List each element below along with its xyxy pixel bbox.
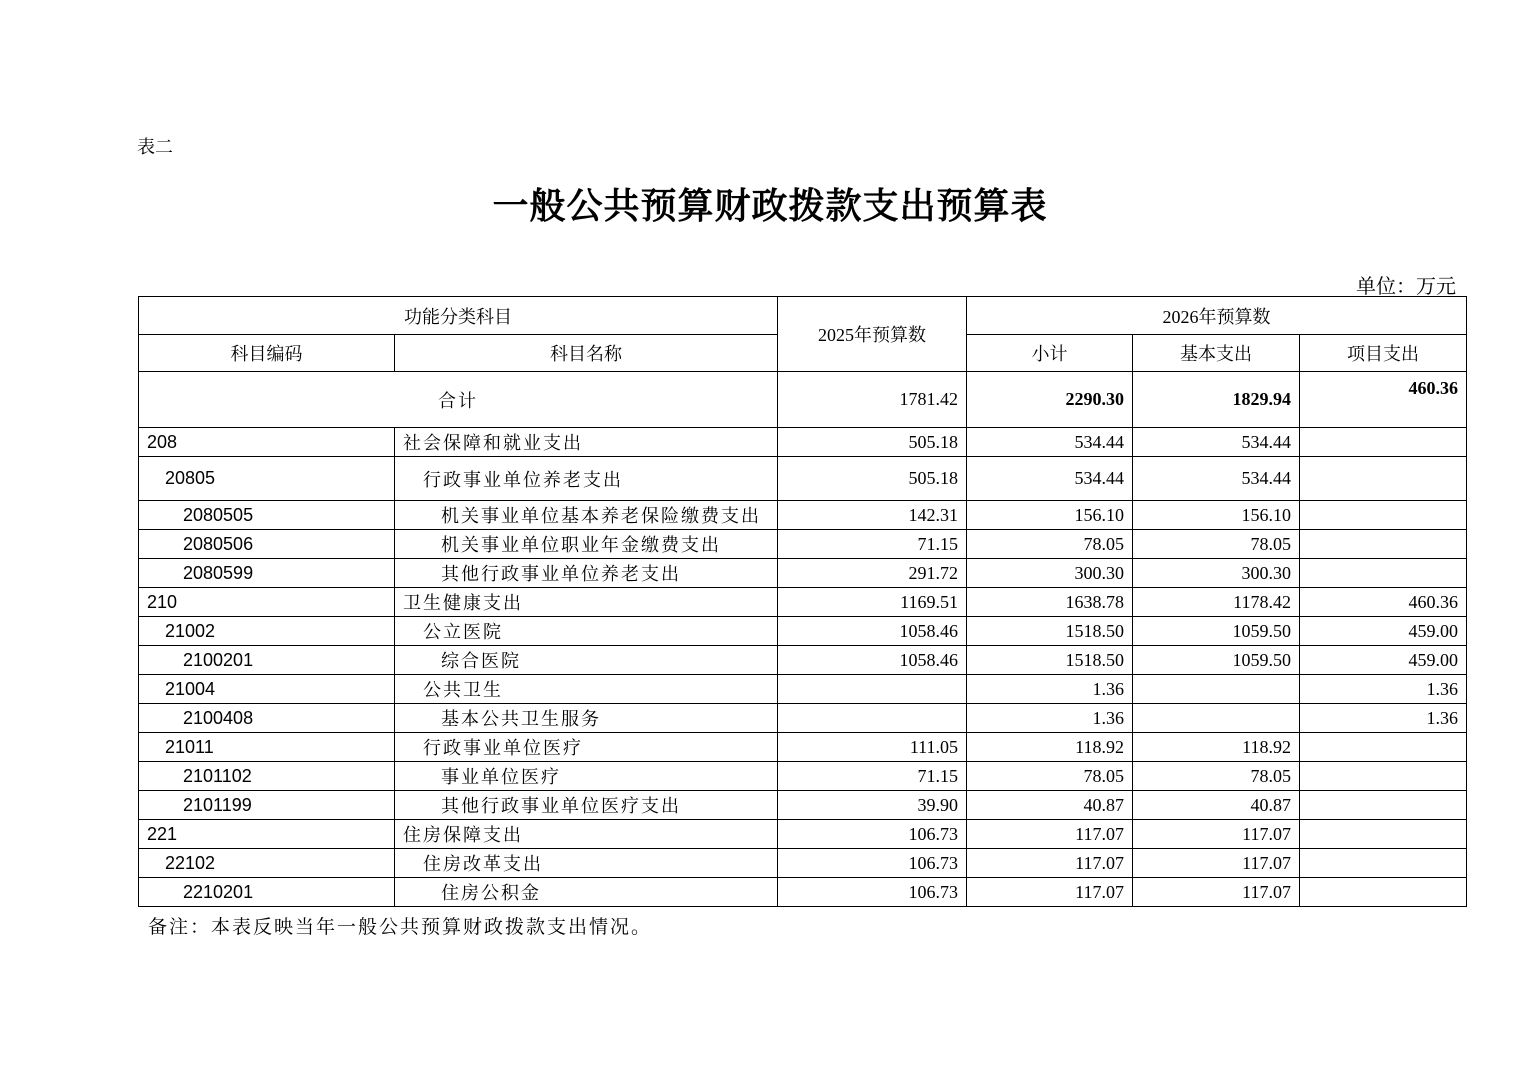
row-code: 2101199	[139, 791, 395, 820]
row-project	[1300, 733, 1467, 762]
row-project: 459.00	[1300, 646, 1467, 675]
row-budget-2025	[778, 675, 967, 704]
row-name: 公立医院	[395, 617, 778, 646]
total-label: 合计	[139, 372, 778, 428]
row-budget-2025: 1169.51	[778, 588, 967, 617]
row-code: 21011	[139, 733, 395, 762]
table-row	[139, 820, 1467, 849]
row-code: 21002	[139, 617, 395, 646]
row-budget-2025: 39.90	[778, 791, 967, 820]
header-project: 项目支出	[1300, 335, 1467, 372]
table-row	[139, 849, 1467, 878]
row-subtotal: 1.36	[967, 704, 1133, 733]
row-subtotal: 118.92	[967, 733, 1133, 762]
row-code: 22102	[139, 849, 395, 878]
row-project	[1300, 820, 1467, 849]
row-name: 住房改革支出	[395, 849, 778, 878]
footnote: 备注：本表反映当年一般公共预算财政拨款支出情况。	[148, 917, 653, 938]
row-subtotal: 534.44	[967, 457, 1133, 501]
row-project: 460.36	[1300, 588, 1467, 617]
row-code: 21004	[139, 675, 395, 704]
row-basic: 1178.42	[1133, 588, 1300, 617]
total-subtotal: 2290.30	[967, 372, 1133, 428]
row-basic: 534.44	[1133, 428, 1300, 457]
row-code: 20805	[139, 457, 395, 501]
header-budget-2026: 2026年预算数	[967, 297, 1467, 335]
row-budget-2025: 71.15	[778, 762, 967, 791]
row-subtotal: 1638.78	[967, 588, 1133, 617]
row-basic: 300.30	[1133, 559, 1300, 588]
row-basic: 78.05	[1133, 530, 1300, 559]
total-basic: 1829.94	[1133, 372, 1300, 428]
row-project: 1.36	[1300, 704, 1467, 733]
table-row	[139, 646, 1467, 675]
row-name: 机关事业单位职业年金缴费支出	[395, 530, 778, 559]
row-name: 卫生健康支出	[395, 588, 778, 617]
row-name: 综合医院	[395, 646, 778, 675]
row-basic	[1133, 675, 1300, 704]
row-subtotal: 1518.50	[967, 617, 1133, 646]
budget-table	[138, 296, 1467, 907]
row-project	[1300, 878, 1467, 907]
row-name: 其他行政事业单位医疗支出	[395, 791, 778, 820]
row-budget-2025: 505.18	[778, 457, 967, 501]
table-row	[139, 559, 1467, 588]
header-budget-2025: 2025年预算数	[778, 297, 967, 372]
row-budget-2025: 106.73	[778, 820, 967, 849]
row-subtotal: 1.36	[967, 675, 1133, 704]
row-project	[1300, 762, 1467, 791]
table-row	[139, 428, 1467, 457]
row-budget-2025: 106.73	[778, 849, 967, 878]
row-subtotal: 78.05	[967, 530, 1133, 559]
row-basic: 117.07	[1133, 878, 1300, 907]
row-name: 机关事业单位基本养老保险缴费支出	[395, 501, 778, 530]
row-basic: 117.07	[1133, 820, 1300, 849]
row-code: 221	[139, 820, 395, 849]
row-name: 事业单位医疗	[395, 762, 778, 791]
row-code: 210	[139, 588, 395, 617]
row-basic: 117.07	[1133, 849, 1300, 878]
row-code: 208	[139, 428, 395, 457]
row-project: 1.36	[1300, 675, 1467, 704]
row-basic: 78.05	[1133, 762, 1300, 791]
row-basic: 40.87	[1133, 791, 1300, 820]
row-name: 行政事业单位医疗	[395, 733, 778, 762]
row-code: 2100201	[139, 646, 395, 675]
page-title: 一般公共预算财政拨款支出预算表	[492, 186, 1048, 226]
row-code: 2101102	[139, 762, 395, 791]
table-row	[139, 675, 1467, 704]
row-code: 2080599	[139, 559, 395, 588]
table-row	[139, 878, 1467, 907]
row-subtotal: 117.07	[967, 820, 1133, 849]
row-name: 住房保障支出	[395, 820, 778, 849]
row-basic: 534.44	[1133, 457, 1300, 501]
total-row	[139, 372, 1467, 428]
row-basic: 156.10	[1133, 501, 1300, 530]
row-subtotal: 78.05	[967, 762, 1133, 791]
table-row	[139, 457, 1467, 501]
row-budget-2025: 1058.46	[778, 646, 967, 675]
table-row	[139, 617, 1467, 646]
row-budget-2025: 106.73	[778, 878, 967, 907]
row-budget-2025	[778, 704, 967, 733]
row-name: 住房公积金	[395, 878, 778, 907]
row-project: 459.00	[1300, 617, 1467, 646]
row-project	[1300, 559, 1467, 588]
row-basic: 1059.50	[1133, 617, 1300, 646]
header-functional-category: 功能分类科目	[139, 297, 778, 335]
row-name: 公共卫生	[395, 675, 778, 704]
table-row	[139, 530, 1467, 559]
row-budget-2025: 142.31	[778, 501, 967, 530]
header-name: 科目名称	[395, 335, 778, 372]
row-code: 2210201	[139, 878, 395, 907]
header-subtotal: 小计	[967, 335, 1133, 372]
total-budget-2025: 1781.42	[778, 372, 967, 428]
row-project	[1300, 457, 1467, 501]
table-label: 表二	[137, 137, 173, 157]
row-subtotal: 534.44	[967, 428, 1133, 457]
row-subtotal: 117.07	[967, 849, 1133, 878]
table-row	[139, 501, 1467, 530]
row-subtotal: 1518.50	[967, 646, 1133, 675]
row-budget-2025: 291.72	[778, 559, 967, 588]
row-subtotal: 117.07	[967, 878, 1133, 907]
header-code: 科目编码	[139, 335, 395, 372]
row-basic: 1059.50	[1133, 646, 1300, 675]
table-row	[139, 791, 1467, 820]
row-budget-2025: 111.05	[778, 733, 967, 762]
row-subtotal: 300.30	[967, 559, 1133, 588]
row-project	[1300, 501, 1467, 530]
row-name: 社会保障和就业支出	[395, 428, 778, 457]
row-budget-2025: 1058.46	[778, 617, 967, 646]
table-row	[139, 733, 1467, 762]
row-subtotal: 156.10	[967, 501, 1133, 530]
row-project	[1300, 530, 1467, 559]
total-project: 460.36	[1300, 372, 1467, 428]
row-name: 其他行政事业单位养老支出	[395, 559, 778, 588]
row-project	[1300, 791, 1467, 820]
row-name: 行政事业单位养老支出	[395, 457, 778, 501]
row-project	[1300, 428, 1467, 457]
row-subtotal: 40.87	[967, 791, 1133, 820]
unit-label: 单位：万元	[1356, 276, 1456, 298]
table-row	[139, 704, 1467, 733]
table-row	[139, 588, 1467, 617]
row-budget-2025: 505.18	[778, 428, 967, 457]
header-basic: 基本支出	[1133, 335, 1300, 372]
row-code: 2100408	[139, 704, 395, 733]
table-row	[139, 762, 1467, 791]
row-project	[1300, 849, 1467, 878]
row-name: 基本公共卫生服务	[395, 704, 778, 733]
row-budget-2025: 71.15	[778, 530, 967, 559]
row-basic: 118.92	[1133, 733, 1300, 762]
row-basic	[1133, 704, 1300, 733]
row-code: 2080506	[139, 530, 395, 559]
row-code: 2080505	[139, 501, 395, 530]
